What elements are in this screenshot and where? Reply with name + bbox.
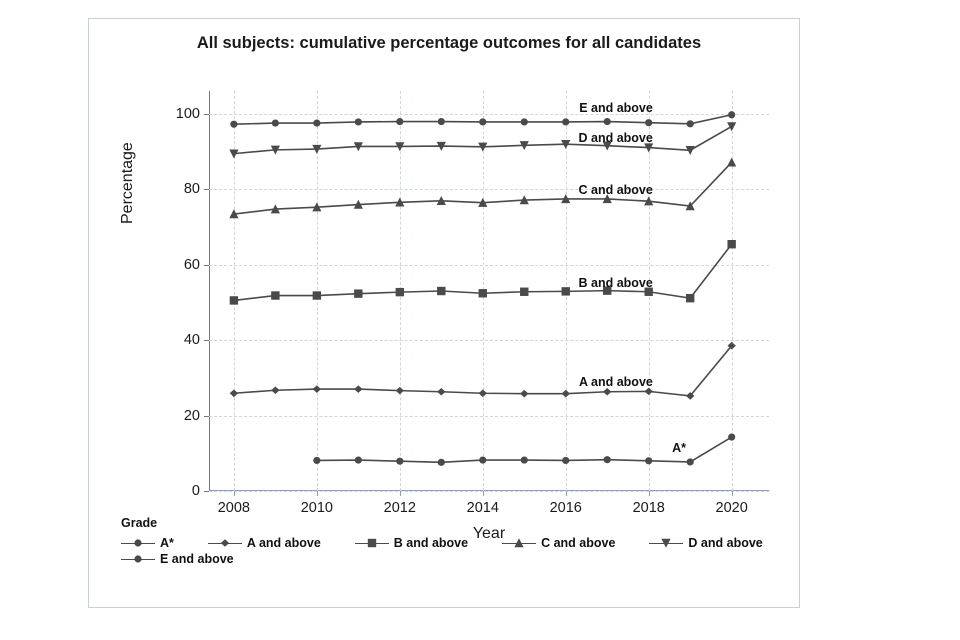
legend-swatch [121, 553, 155, 565]
data-point-marker [313, 291, 321, 299]
legend-swatch [121, 537, 155, 549]
chart-card [88, 18, 800, 608]
data-point-marker [230, 121, 237, 128]
data-point-marker [437, 388, 445, 396]
data-point-marker [520, 288, 528, 296]
legend-swatch [355, 537, 389, 549]
y-tick-mark [204, 491, 209, 492]
circle-marker-icon [131, 552, 145, 566]
x-tick-label: 2020 [715, 500, 748, 516]
legend-item[interactable] [121, 552, 234, 566]
y-tick-label: 60 [183, 256, 200, 273]
data-point-marker [354, 385, 362, 393]
data-point-marker [355, 456, 362, 463]
legend-label: C and above [541, 536, 616, 550]
data-point-marker [603, 388, 611, 396]
data-point-marker [396, 288, 404, 296]
series-annotation: E and above [579, 100, 653, 115]
gridline-y [209, 491, 769, 492]
series-annotation: A and above [578, 374, 653, 389]
series-annotation: A* [672, 441, 687, 456]
legend-title: Grade [121, 516, 158, 530]
x-axis-label: Year [472, 525, 506, 542]
legend-label: E and above [160, 552, 234, 566]
legend-label: D and above [688, 536, 763, 550]
data-point-marker [727, 158, 736, 167]
series-annotation: C and above [578, 182, 653, 197]
legend-item[interactable] [502, 536, 615, 550]
x-tick-label: 2012 [383, 500, 416, 516]
series-e-and-above [230, 111, 735, 128]
data-point-marker [313, 119, 320, 126]
data-point-marker [272, 119, 279, 126]
data-point-marker [396, 118, 403, 125]
x-tick-mark [317, 491, 318, 496]
data-point-marker [686, 294, 694, 302]
data-point-marker [604, 118, 611, 125]
data-point-marker [221, 539, 229, 547]
data-point-marker [396, 387, 404, 395]
data-point-marker [271, 386, 279, 394]
x-tick-mark [566, 491, 567, 496]
data-point-marker [562, 457, 569, 464]
data-point-marker [313, 385, 321, 393]
data-point-marker [604, 456, 611, 463]
legend-item[interactable] [208, 536, 321, 550]
data-point-marker [479, 389, 487, 397]
data-point-marker [437, 287, 445, 295]
x-tick-mark [400, 491, 401, 496]
series-line [234, 346, 732, 396]
data-point-marker [438, 459, 445, 466]
data-point-marker [134, 555, 141, 562]
y-tick-label: 80 [183, 181, 200, 198]
data-point-marker [728, 111, 735, 118]
data-point-marker [727, 122, 736, 131]
data-point-marker [562, 287, 570, 295]
data-point-marker [687, 120, 694, 127]
data-point-marker [521, 456, 528, 463]
data-point-marker [521, 118, 528, 125]
data-point-marker [230, 389, 238, 397]
series-a-and-above [230, 342, 736, 400]
triangle-up-marker-icon [512, 536, 526, 550]
data-point-marker [520, 390, 528, 398]
series-c-and-above [229, 158, 736, 219]
data-point-marker [479, 289, 487, 297]
data-point-marker [479, 118, 486, 125]
legend-label: A* [160, 536, 174, 550]
y-tick-label: 100 [175, 105, 200, 122]
series-annotation: D and above [578, 130, 653, 145]
data-point-marker [230, 296, 238, 304]
data-point-marker [396, 458, 403, 465]
x-tick-label: 2014 [466, 500, 499, 516]
plot-area [175, 91, 769, 516]
x-tick-label: 2018 [632, 500, 665, 516]
legend-swatch [502, 537, 536, 549]
plot-inner [175, 91, 769, 516]
data-point-marker [355, 118, 362, 125]
y-tick-label: 0 [191, 483, 200, 499]
x-tick-mark [732, 491, 733, 496]
series-layer [209, 91, 769, 491]
legend [121, 516, 781, 566]
data-point-marker [645, 388, 653, 396]
data-point-marker [514, 538, 523, 547]
data-point-marker [354, 289, 362, 297]
x-tick-mark [649, 491, 650, 496]
series-b-and-above [230, 240, 736, 305]
data-point-marker [645, 119, 652, 126]
legend-item[interactable] [355, 536, 468, 550]
chart-title: All subjects: cumulative percentage outcomes for all candidates [196, 34, 702, 52]
data-point-marker [645, 457, 652, 464]
x-tick-mark [483, 491, 484, 496]
x-tick-mark [234, 491, 235, 496]
y-axis-label: Percentage [119, 142, 136, 224]
square-marker-icon [365, 536, 379, 550]
data-point-marker [271, 291, 279, 299]
legend-label: B and above [393, 536, 469, 550]
data-point-marker [562, 390, 570, 398]
legend-item[interactable] [121, 536, 174, 550]
legend-swatch [649, 537, 683, 549]
data-point-marker [727, 240, 735, 248]
y-tick-label: 20 [183, 407, 200, 424]
x-tick-label: 2008 [217, 500, 251, 516]
data-point-marker [479, 456, 486, 463]
legend-items [121, 536, 781, 566]
data-point-marker [687, 458, 694, 465]
data-point-marker [368, 539, 376, 547]
data-point-marker [313, 457, 320, 464]
data-point-marker [728, 433, 735, 440]
diamond-marker-icon [218, 536, 232, 550]
data-point-marker [562, 118, 569, 125]
data-point-marker [438, 118, 445, 125]
x-tick-label: 2016 [549, 500, 582, 516]
series-annotation: B and above [578, 276, 653, 291]
circle-marker-icon [131, 536, 145, 550]
data-point-marker [134, 539, 141, 546]
series-d-and-above [229, 122, 736, 158]
legend-swatch [208, 537, 242, 549]
x-tick-label: 2010 [300, 500, 333, 516]
legend-label: A and above [246, 536, 321, 550]
legend-item[interactable] [649, 536, 762, 550]
triangle-down-marker-icon [659, 536, 673, 550]
data-point-marker [662, 539, 671, 548]
y-tick-label: 40 [183, 332, 200, 349]
